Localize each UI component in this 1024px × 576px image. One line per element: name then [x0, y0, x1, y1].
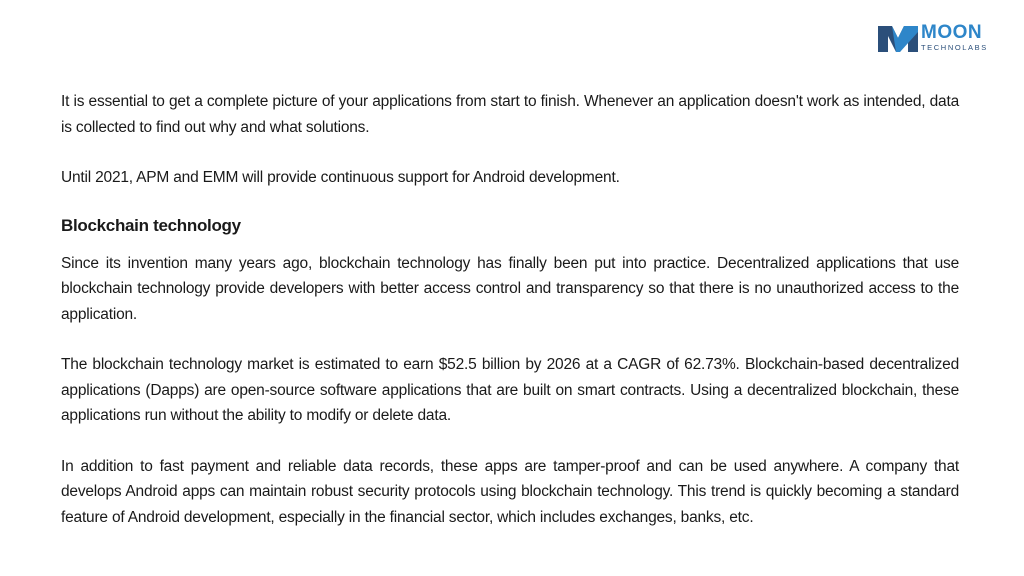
moon-technolabs-logo-icon — [878, 22, 918, 52]
document-body — [61, 89, 959, 530]
brand-logo — [878, 22, 988, 52]
blockchain-paragraph-2: The blockchain technology market is estimated to earn $52.5 billion by 2026 at a CAGR of 62.73%. Blockchain-based decentralized applications (Dapps) are open-source software applications that are built on smart contracts. Using a decentralized blockchain, these applications run without the ability to modify or delete data. — [61, 356, 959, 424]
intro-paragraph: It is essential to get a complete picture of your applications from start to finish. Whenever an application doesn't work as intended, data is collected to find out why and what solutions. — [61, 93, 959, 136]
support-paragraph: Until 2021, APM and EMM will provide continuous support for Android development. — [61, 169, 620, 186]
brand-subtitle: TECHNOLABS — [921, 42, 988, 52]
section-heading: Blockchain technology — [61, 215, 241, 235]
brand-name: MOON — [921, 21, 983, 43]
blockchain-paragraph-1: Since its invention many years ago, blockchain technology has finally been put into practice. Decentralized applications that use blockchain technology provide developers with better access control and transparency so that there is no unauthorized access to the application. — [61, 254, 959, 323]
blockchain-paragraph-3: In addition to fast payment and reliable data records, these apps are tamper-proof and can be used anywhere. A company that develops Android apps can maintain robust security protocols using blockchain technology. This trend is quickly becoming a standard feature of Android development, especially in the financial sector, which includes exchanges, banks, etc. — [61, 457, 959, 526]
